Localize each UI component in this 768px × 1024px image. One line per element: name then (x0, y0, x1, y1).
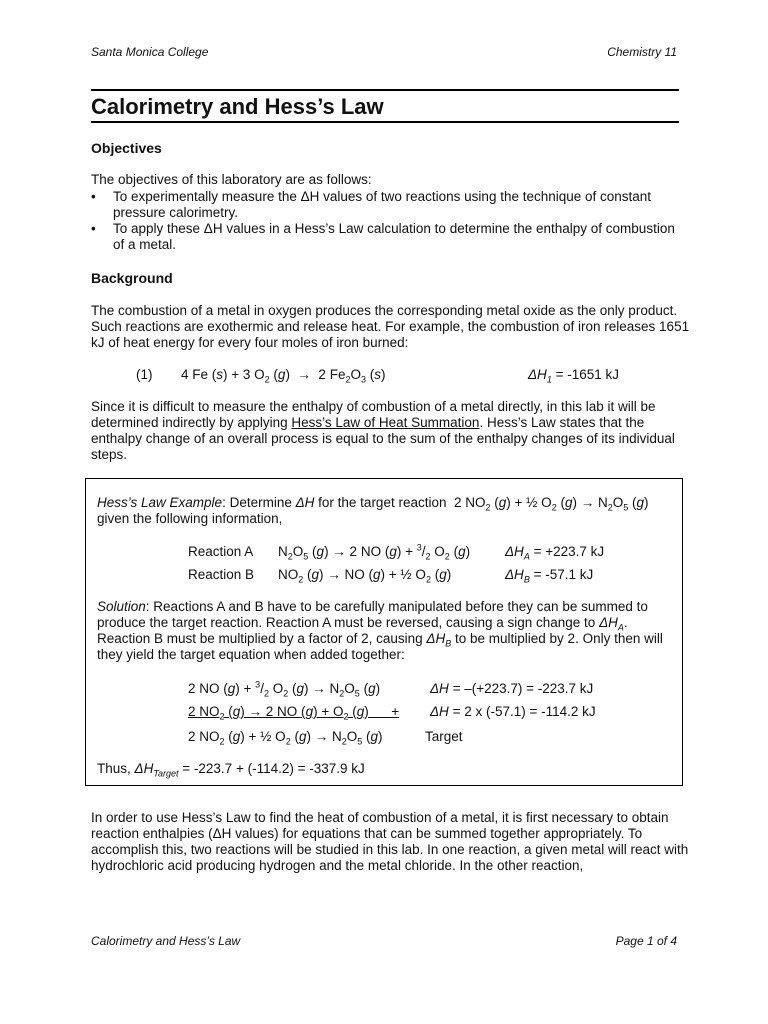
equation-1-enthalpy: $\Delta H_1 = -1651$ kJ (528, 367, 619, 385)
reaction-b-label: Reaction B (188, 567, 255, 582)
background-paragraph-1: The combustion of a metal in oxygen produces the corresponding metal oxide as the only product. Such reactions are exothermic and release heat. For example, the combustion of iron releases 1651 kJ of heat energy for every four moles of iron burned: (91, 303, 690, 350)
bullet-icon: • (91, 221, 96, 236)
reaction-b-equation: $NO_2$ (g) → NO (g) + ½ $O_2$ (g) (278, 567, 452, 585)
example-intro: Hess’s Law Example: Determine ΔH for the target reaction 2 $NO_2$ (g) + ½ $O_2$ $(g) \to N_2O_5$ (g) (97, 495, 649, 513)
sum-row-2-enthalpy: ΔH = 2 x (-57.1) = -114.2 kJ (430, 704, 596, 719)
bullet-icon: • (91, 189, 96, 204)
title-rule-bottom (91, 121, 679, 123)
background-paragraph-2: Since it is difficult to measure the enthalpy of combustion of a metal directly, in this lab it will be determined indirectly by applying Hess’s Law of Heat Summation. Hess’s Law states that the enthalpy change of an overall process is equal to the sum of the enthalpy changes of its individual steps. (91, 399, 675, 462)
background-paragraph-3: In order to use Hess’s Law to find the heat of combustion of a metal, it is first necessary to obtain reaction enthalpies (ΔH values) for equations that can be summed together appropriately. To accomplish this, two reactions will be studied in this lab. In one reaction, a given metal will react with hydrochloric acid producing hydrogen and the metal chloride. In the other reaction, (91, 810, 689, 873)
footer-title: Calorimetry and Hess’s Law (91, 934, 241, 948)
objectives-heading: Objectives (91, 140, 162, 156)
equation-1-number: (1) (136, 367, 153, 382)
objectives-intro: The objectives of this laboratory are as follows: (91, 172, 372, 187)
header-institution: Santa Monica College (91, 45, 209, 59)
header-course: Chemistry 11 (607, 45, 677, 59)
reaction-a-equation: $N_2O_5$ (g) → 2 NO $(g) + ^3/_2$ $O_2$ (g) (278, 542, 471, 562)
example-intro-2: given the following information, (97, 511, 283, 526)
sum-row-2-equation: 2 $NO_2$ (g) → 2 NO $(g) + O_2$ (g) + (188, 704, 400, 722)
background-heading: Background (91, 270, 173, 286)
reaction-a-enthalpy: $\Delta H_A = +223.7$ kJ (505, 544, 605, 562)
footer-page-number: Page 1 of 4 (615, 934, 677, 948)
example-conclusion: Thus, $\Delta H_{Target} = -223.7 + (-114.2) = -337.9$ kJ (97, 761, 365, 779)
sum-row-1-equation: 2 NO $(g) + ^3/_2$ $O_2$ $(g) \to N_2O_5$ (g) (188, 679, 381, 699)
document-page: Santa Monica College Chemistry 11 Calorimetry and Hess’s Law Objectives The objectives of this laboratory are as follows: • To experimentally measure the ΔH values of two reactions using the technique of constant pressure calorimetry. • To apply these ΔH values in a Hess’s Law calculation to determine the enthalpy of combustion of a metal. Background The combustion of a metal in oxygen produces the corresponding metal oxide as the only product. Such reactions are exothermic and release heat. For example, the combustion of iron releases 1651 kJ of heat energy for every four moles of iron burned: (1) 4 Fe (s) + 3 $O_2$ (g) → 2 $Fe_2O_3$ (s) $\Delta H_1 = -1651$ kJ Since it is difficult to measure the enthalpy of combustion of a metal directly, in this lab it will be determined indirectly by applying Hess’s Law of Heat Summation. Hess’s Law states that the enthalpy change of an overall process is equal to the sum of the enthalpy changes of its individual steps. Hess’s Law Example: Determine ΔH for the target reaction 2 $NO_2$ (g) + ½ $O_2$ $(g) \to N_2O_5$ (g) given the following information, Reaction A $N_2O_5$ (g) → 2 NO $(g) + ^3/_2$ $O_2$ (g) $\Delta H_A = +223.7$ kJ Reaction B $NO_2$ (g) → NO (g) + ½ $O_2$ (g) $\Delta H_B = -57.1$ kJ Solution: Reactions A and B have to be carefully manipulated before they can be summed to produce the target reaction. Reaction A must be reversed, causing a sign change to $\Delta H_A$. Reaction B must be multiplied by a factor of 2, causing $\Delta H_B$ to be multiplied by 2. Only then will they yield the target equation when added together: 2 NO $(g) + ^3/_2$ $O_2$ $(g) \to N_2O_5$ (g) ΔH = –(+223.7) = -223.7 kJ 2 $NO_2$ (g) → 2 NO $(g) + O_2$ (g) + ΔH = 2 x (-57.1) = -114.2 kJ 2 $NO_2$ (g) + ½ $O_2$ $(g) \to N_2O_5$ (g) Target Thus, $\Delta H_{Target} = -223.7 + (-114.2) = -337.9$ kJ In order to use Hess’s Law to find the heat of combustion of a metal, it is first necessary to obtain reaction enthalpies (ΔH values) for equations that can be summed together appropriately. To accomplish this, two reactions will be studied in this lab. In one reaction, a given metal will react with hydrochloric acid producing hydrogen and the metal chloride. In the other reaction, Calorimetry and Hess’s Law Page 1 of 4 (0, 0, 768, 1024)
sum-result-target-label: Target (425, 729, 463, 744)
equation-1: 4 Fe (s) + 3 $O_2$ (g) → 2 $Fe_2O_3$ (s) (181, 367, 386, 385)
reaction-b-enthalpy: $\Delta H_B = -57.1$ kJ (505, 567, 594, 585)
reaction-a-label: Reaction A (188, 544, 254, 559)
page-title: Calorimetry and Hess’s Law (91, 94, 384, 119)
hess-law-term: Hess’s Law of Heat Summation (291, 415, 480, 430)
title-rule-top (91, 89, 679, 91)
sum-row-1-enthalpy: ΔH = –(+223.7) = -223.7 kJ (430, 681, 594, 696)
sum-result-equation: 2 $NO_2$ (g) + ½ $O_2$ $(g) \to N_2O_5$ (g) (188, 729, 383, 747)
example-solution: Solution: Reactions A and B have to be carefully manipulated before they can be summed to produce the target reaction. Reaction A must be reversed, causing a sign change to $\Delta H_A$. Reaction B must be multiplied by a factor of 2, causing $\Delta H_B$ to be multiplied by 2. Only then will they yield the target equation when added together: (97, 599, 663, 662)
